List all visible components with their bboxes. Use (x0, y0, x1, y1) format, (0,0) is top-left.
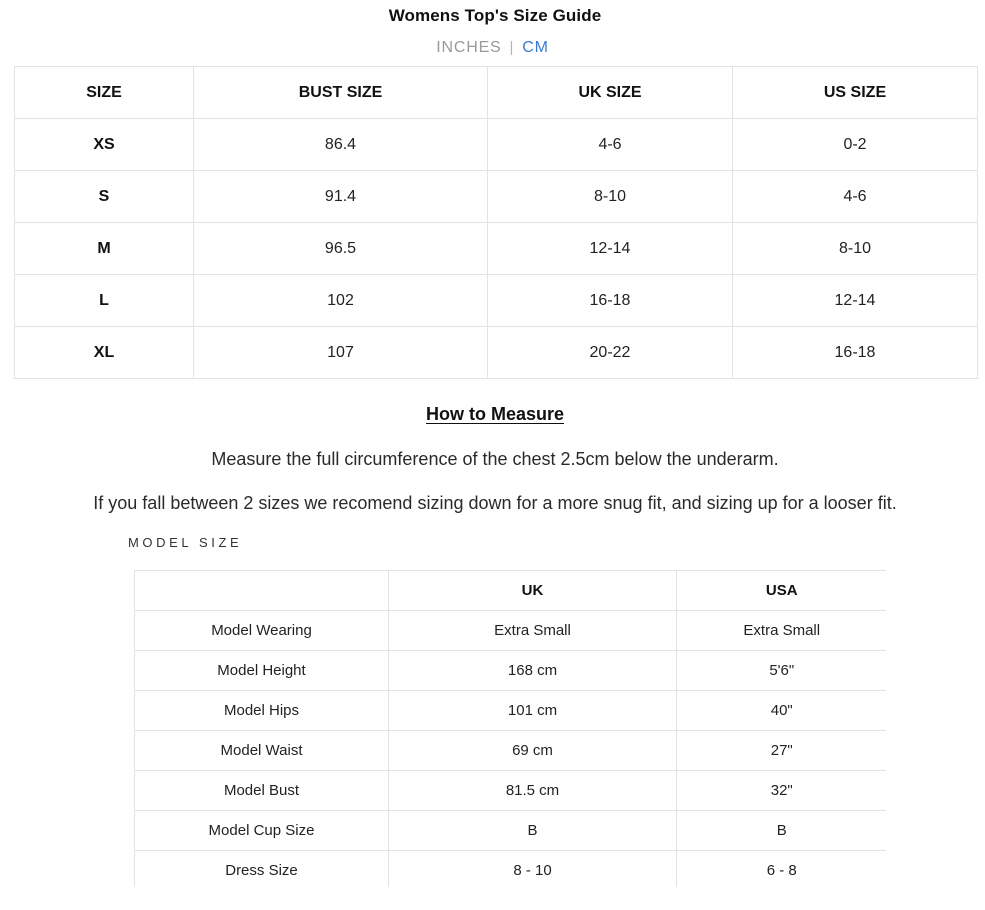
cell-usa: 5'6" (677, 651, 887, 691)
model-size-table-container (134, 570, 886, 887)
size-table-header-row (15, 67, 978, 119)
cell-uk: 8 - 10 (389, 851, 677, 888)
table-row (135, 771, 887, 811)
table-row (15, 223, 978, 275)
unit-option-cm[interactable]: CM (522, 39, 549, 56)
cell-measurement-label: Model Waist (135, 731, 389, 771)
cell-usa: 32" (677, 771, 887, 811)
table-row (15, 275, 978, 327)
cell-uk: 168 cm (389, 651, 677, 691)
header-uk: UK (389, 571, 677, 611)
cell-uk: 4-6 (488, 119, 733, 171)
how-to-measure-heading: How to Measure (425, 404, 565, 424)
cell-usa: 6 - 8 (677, 851, 887, 888)
cell-usa: Extra Small (677, 611, 887, 651)
table-row (135, 811, 887, 851)
cell-uk: 101 cm (389, 691, 677, 731)
cell-us: 12-14 (733, 275, 978, 327)
header-bust-size: BUST SIZE (194, 67, 488, 119)
model-size-table (134, 570, 886, 887)
cell-size: L (15, 275, 194, 327)
cell-uk: Extra Small (389, 611, 677, 651)
cell-measurement-label: Model Wearing (135, 611, 389, 651)
header-uk-size: UK SIZE (488, 67, 733, 119)
cell-uk: 69 cm (389, 731, 677, 771)
cell-bust: 86.4 (194, 119, 488, 171)
cell-uk: 81.5 cm (389, 771, 677, 811)
cell-measurement-label: Model Bust (135, 771, 389, 811)
model-table-header-row (135, 571, 887, 611)
table-row (135, 851, 887, 888)
table-row (135, 651, 887, 691)
cell-us: 16-18 (733, 327, 978, 379)
unit-option-inches[interactable]: INCHES (436, 39, 502, 56)
cell-size: S (15, 171, 194, 223)
header-blank (135, 571, 389, 611)
cell-bust: 91.4 (194, 171, 488, 223)
table-row (15, 171, 978, 223)
cell-us: 4-6 (733, 171, 978, 223)
table-row (135, 611, 887, 651)
cell-uk: 20-22 (488, 327, 733, 379)
cell-uk: 12-14 (488, 223, 733, 275)
header-size: SIZE (15, 67, 194, 119)
unit-toggle (0, 39, 985, 57)
cell-us: 8-10 (733, 223, 978, 275)
cell-measurement-label: Model Height (135, 651, 389, 691)
header-usa: USA (677, 571, 887, 611)
unit-separator: | (509, 39, 515, 56)
cell-bust: 102 (194, 275, 488, 327)
cell-size: M (15, 223, 194, 275)
size-table (14, 66, 978, 379)
cell-size: XS (15, 119, 194, 171)
table-row (135, 691, 887, 731)
cell-uk: 8-10 (488, 171, 733, 223)
fit-advice: If you fall between 2 sizes we recomend sizing down for a more snug fit, and sizing up for a looser fit. (93, 493, 897, 513)
cell-bust: 96.5 (194, 223, 488, 275)
cell-usa: 40" (677, 691, 887, 731)
cell-uk: B (389, 811, 677, 851)
measure-instruction: Measure the full circumference of the chest 2.5cm below the underarm. (211, 449, 779, 469)
cell-usa: 27" (677, 731, 887, 771)
cell-bust: 107 (194, 327, 488, 379)
table-row (15, 327, 978, 379)
cell-measurement-label: Dress Size (135, 851, 389, 888)
cell-usa: B (677, 811, 887, 851)
cell-size: XL (15, 327, 194, 379)
table-row (135, 731, 887, 771)
cell-uk: 16-18 (488, 275, 733, 327)
cell-measurement-label: Model Cup Size (135, 811, 389, 851)
cell-us: 0-2 (733, 119, 978, 171)
header-us-size: US SIZE (733, 67, 978, 119)
model-size-label: MODEL SIZE (128, 535, 243, 550)
table-row (15, 119, 978, 171)
cell-measurement-label: Model Hips (135, 691, 389, 731)
page-title: Womens Top's Size Guide (388, 6, 602, 25)
